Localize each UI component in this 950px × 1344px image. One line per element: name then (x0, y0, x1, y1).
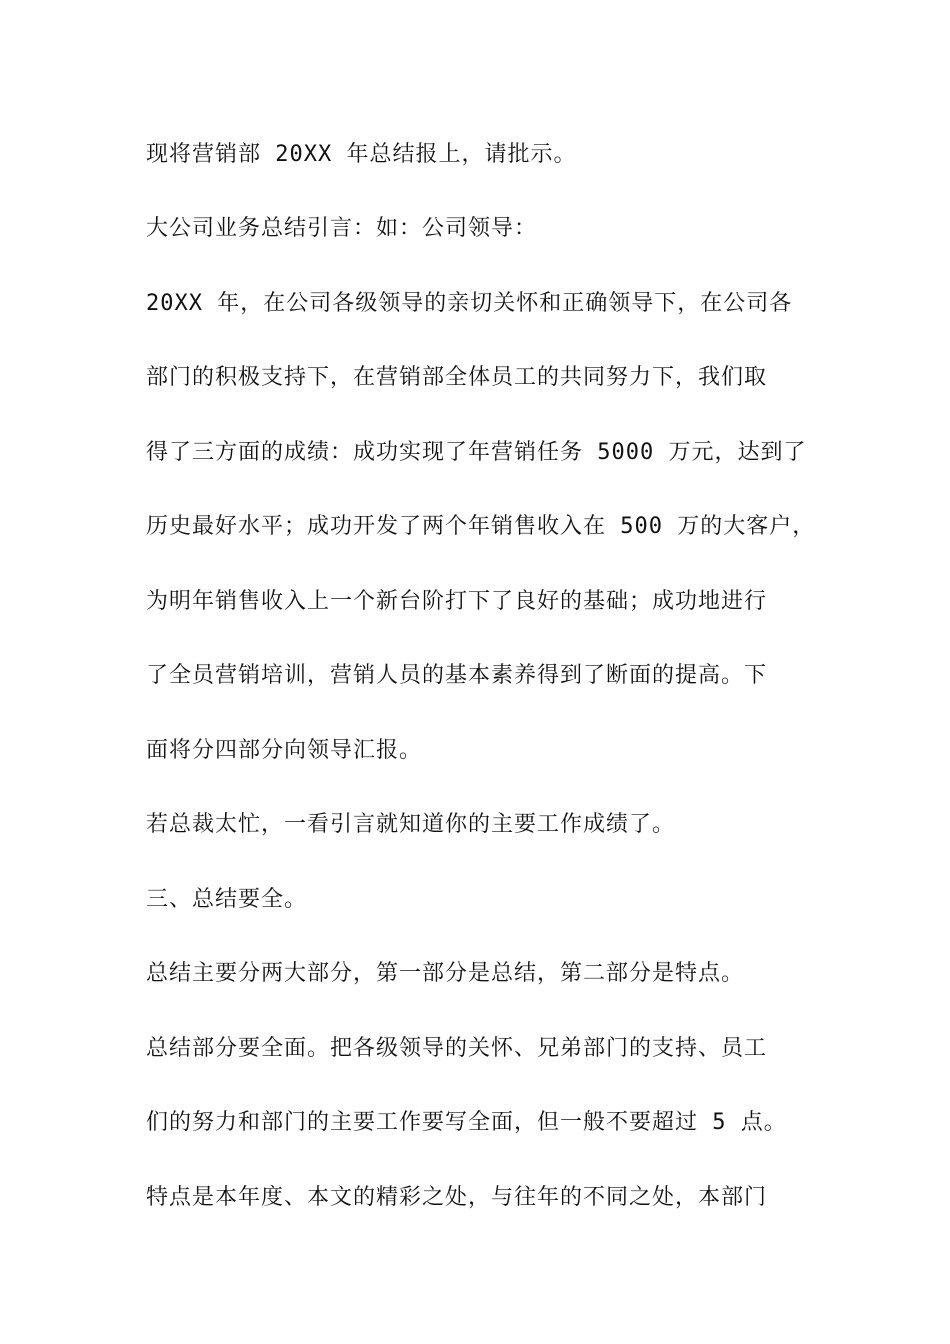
text-line: 了全员营销培训，营销人员的基本素养得到了断面的提高。下 (146, 663, 768, 688)
text-line: 面将分四部分向领导汇报。 (146, 738, 423, 763)
text-line: 若总裁太忙，一看引言就知道你的主要工作成绩了。 (146, 812, 676, 837)
text-line: 总结主要分两大部分，第一部分是总结，第二部分是特点。 (146, 961, 745, 986)
text-line: 得了三方面的成绩：成功实现了年营销任务 5000 万元，达到了 (146, 440, 807, 465)
text-line: 们的努力和部门的主要工作要写全面，但一般不要超过 5 点。 (146, 1110, 787, 1135)
text-line: 为明年销售收入上一个新台阶打下了良好的基础；成功地进行 (146, 589, 768, 614)
text-line: 特点是本年度、本文的精彩之处，与往年的不同之处，本部门 (146, 1185, 768, 1210)
text-line: 历史最好水平；成功开发了两个年销售收入在 500 万的大客户， (146, 514, 816, 539)
section-heading: 三、总结要全。 (146, 887, 308, 912)
text-line: 部门的积极支持下，在营销部全体员工的共同努力下，我们取 (146, 365, 768, 390)
text-line: 总结部分要全面。把各级领导的关怀、兄弟部门的支持、员工 (146, 1036, 768, 1061)
text-line: 20XX 年，在公司各级领导的亲切关怀和正确领导下，在公司各 (146, 291, 793, 316)
text-line: 大公司业务总结引言：如：公司领导： (146, 216, 538, 241)
text-line: 现将营销部 20XX 年总结报上，请批示。 (146, 142, 577, 167)
